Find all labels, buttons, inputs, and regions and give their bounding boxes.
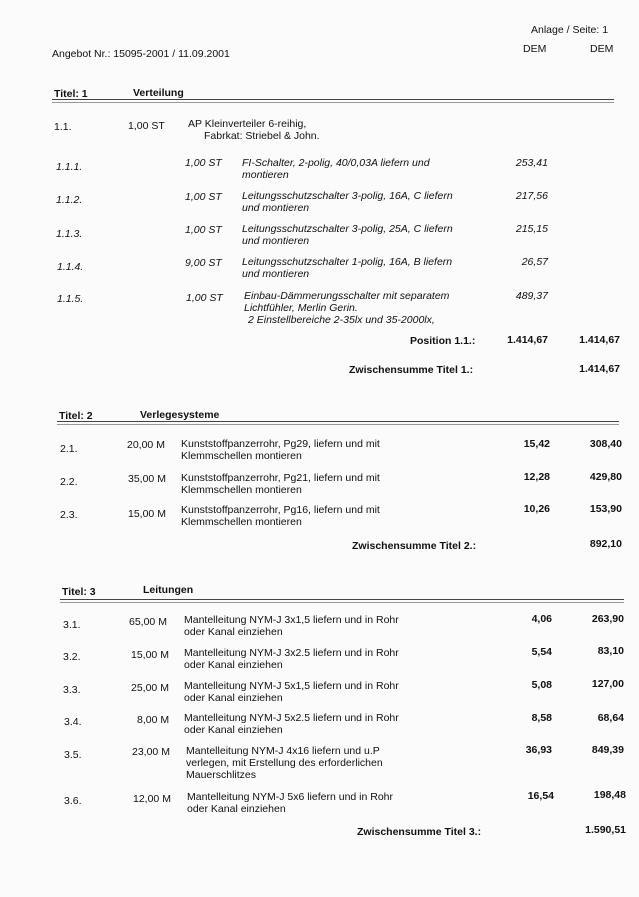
section-title: Leitungen (143, 584, 194, 596)
section-divider (52, 102, 614, 103)
item-pos: 3.1. (63, 619, 81, 631)
item-pos: 3.5. (64, 749, 82, 761)
item-qty: 1,00 ST (128, 120, 165, 132)
item-qty: 15,00 M (128, 508, 166, 520)
item-unit-price: 5,08 (531, 679, 552, 691)
item-description: Mantelleitung NYM-J 4x16 liefern und u.P verlegen, mit Erstellung des erforderlichen Mauerschlitzes (186, 745, 383, 781)
item-description: Leitungsschutzschalter 3-polig, 16A, C liefern und montieren (242, 190, 453, 214)
section-label: Titel: 2 (59, 410, 93, 422)
item-unit-price: 16,54 (527, 790, 554, 802)
item-unit-price: 36,93 (525, 744, 552, 756)
item-total: 308,40 (589, 438, 622, 450)
item-qty: 1,00 ST (185, 157, 222, 169)
item-unit-price: 15,42 (523, 438, 550, 450)
subtotal-label: Zwischensumme Titel 1.: (349, 364, 474, 376)
item-total: 153,90 (589, 503, 622, 515)
subtotal-label: Zwischensumme Titel 2.: (352, 540, 477, 552)
item-unit-price: 217,56 (515, 190, 548, 202)
item-qty: 23,00 M (132, 746, 170, 758)
item-total: 83,10 (597, 645, 624, 657)
item-pos: 2.2. (60, 476, 78, 488)
item-qty: 1,00 ST (185, 224, 222, 236)
section-divider (57, 421, 619, 422)
item-total: 849,39 (591, 744, 624, 756)
item-qty: 8,00 M (137, 714, 170, 726)
item-pos: 1.1.3. (56, 228, 83, 240)
item-total: 127,00 (591, 678, 624, 690)
item-total: 198,48 (593, 789, 626, 801)
item-qty: 65,00 M (129, 616, 167, 628)
item-qty: 1,00 ST (185, 191, 222, 203)
item-description: AP Kleinverteiler 6-reihig, Fabrkat: Striebel & John. (188, 118, 320, 142)
item-unit-price: 489,37 (515, 290, 548, 302)
section-label: Titel: 1 (54, 88, 88, 100)
section-divider (60, 599, 624, 600)
item-description: Mantelleitung NYM-J 5x6 liefern und in Rohr oder Kanal einziehen (187, 791, 394, 815)
item-qty: 9,00 ST (185, 257, 222, 269)
subtotal-label: Zwischensumme Titel 3.: (357, 826, 482, 838)
item-unit-price: 10,26 (523, 503, 550, 515)
currency-header-total: DEM (590, 43, 614, 55)
item-unit-price: 8,58 (531, 712, 552, 724)
item-total: 429,80 (589, 471, 622, 483)
item-pos: 3.6. (64, 795, 82, 807)
item-description: Kunststoffpanzerrohr, Pg16, liefern und mit Klemmschellen montieren (181, 504, 380, 528)
item-unit-price: 26,57 (521, 256, 548, 268)
item-pos: 3.2. (63, 651, 81, 663)
section-title: Verteilung (133, 87, 184, 99)
item-pos: 1.1.5. (57, 293, 84, 305)
section-title: Verlegesysteme (140, 409, 220, 421)
item-description: Leitungsschutzschalter 3-polig, 25A, C liefern und montieren (242, 223, 453, 247)
item-pos: 2.3. (60, 509, 78, 521)
item-qty: 15,00 M (131, 649, 169, 661)
item-unit-price: 4,06 (531, 613, 552, 625)
item-qty: 25,00 M (131, 682, 169, 694)
item-description: Mantelleitung NYM-J 3x1,5 liefern und in Rohr oder Kanal einziehen (184, 614, 399, 638)
item-unit-price: 215,15 (515, 223, 548, 235)
section-divider (60, 602, 624, 603)
position-unit-sum: 1.414,67 (507, 334, 548, 346)
subtotal-value: 1.590,51 (585, 824, 626, 836)
item-pos: 1.1. (54, 121, 72, 133)
item-description: Mantelleitung NYM-J 5x1,5 liefern und in Rohr oder Kanal einziehen (184, 680, 399, 704)
item-pos: 1.1.1. (56, 161, 83, 173)
item-description: Leitungsschutzschalter 1-polig, 16A, B liefern und montieren (242, 256, 453, 280)
item-pos: 3.3. (63, 684, 81, 696)
currency-header-unit: DEM (523, 43, 547, 55)
offer-number: Angebot Nr.: 15095-2001 / 11.09.2001 (52, 48, 230, 60)
subtotal-value: 892,10 (589, 538, 622, 550)
item-description: FI-Schalter, 2-polig, 40/0,03A liefern und montieren (242, 157, 430, 181)
item-unit-price: 5,54 (531, 646, 552, 658)
item-description: Mantelleitung NYM-J 3x2.5 liefern und in Rohr oder Kanal einziehen (184, 647, 399, 671)
item-unit-price: 12,28 (523, 471, 550, 483)
item-qty: 1,00 ST (186, 292, 223, 304)
page-indicator: Anlage / Seite: 1 (531, 24, 609, 36)
subtotal-value: 1.414,67 (579, 363, 620, 375)
item-description: Kunststoffpanzerrohr, Pg29, liefern und mit Klemmschellen montieren (181, 438, 380, 462)
item-pos: 3.4. (64, 716, 82, 728)
item-pos: 1.1.4. (57, 261, 84, 273)
section-label: Titel: 3 (62, 586, 96, 598)
item-description: Mantelleitung NYM-J 5x2.5 liefern und in Rohr oder Kanal einziehen (184, 712, 399, 736)
position-label: Position 1.1.: (410, 335, 476, 347)
item-unit-price: 253,41 (515, 157, 548, 169)
item-pos: 2.1. (60, 443, 78, 455)
section-divider (52, 99, 614, 100)
section-divider (57, 424, 619, 425)
item-qty: 20,00 M (127, 439, 165, 451)
item-pos: 1.1.2. (56, 194, 83, 206)
item-total: 68,64 (597, 712, 624, 724)
item-total: 263,90 (591, 613, 624, 625)
item-description: Einbau-Dämmerungsschalter mit separatem Lichtfühler, Merlin Gerin. 2 Einstellbereiche 2-35lx und 35-2000lx, (244, 290, 450, 326)
item-description: Kunststoffpanzerrohr, Pg21, liefern und mit Klemmschellen montieren (181, 472, 380, 496)
position-total: 1.414,67 (579, 334, 620, 346)
item-qty: 12,00 M (133, 793, 171, 805)
item-qty: 35,00 M (128, 473, 166, 485)
